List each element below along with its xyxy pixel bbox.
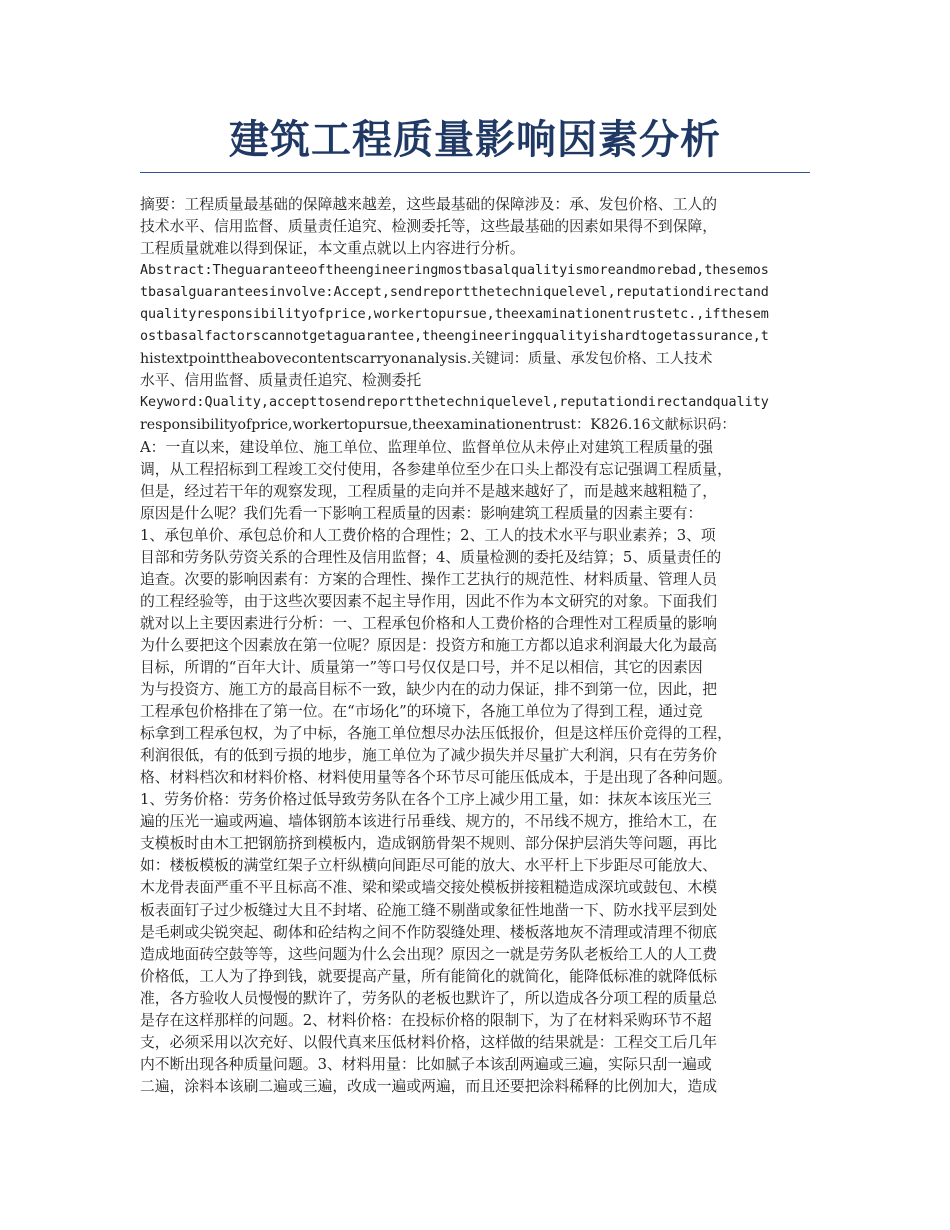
body-line: 是毛刺或尖锐突起、砌体和砼结构之间不作防裂缝处理、楼板落地灰不清理或清理不彻底 <box>140 923 718 941</box>
body-line: 准，各方验收人员慢慢的默许了，劳务队的老板也默许了，所以造成各分项工程的质量总 <box>140 989 718 1007</box>
body-line: 遍的压光一遍或两遍、墙体钢筋本该进行吊垂线、规方的，不吊线不规方，推给木工，在 <box>140 813 718 831</box>
body-line: 标拿到工程承包权，为了中标，各施工单位想尽办法压低报价，但是这样压价竞得的工程， <box>140 725 732 743</box>
body-line: 支，必须采用以次充好、以假代真来压低材料价格，这样做的结果就是：工程交工后几年 <box>140 1033 718 1051</box>
article-body <box>140 194 808 1098</box>
body-line: 价格低，工人为了挣到钱，就要提高产量，所有能简化的就简化，能降低标准的就降低标 <box>140 967 718 985</box>
body-line: Keyword:Quality,accepttosendreportthetechniquelevel,reputationdirectandquality <box>140 395 769 411</box>
body-line: 板表面钉子过少板缝过大且不封堵、砼施工缝不剔凿或象征性地凿一下、防水找平层到处 <box>140 901 718 919</box>
body-line: 木龙骨表面严重不平且标高不准、梁和梁或墙交接处模板拼接粗糙造成深坑或鼓包、木模 <box>140 879 718 897</box>
body-line: 1、承包单价、承包总价和人工费价格的合理性；2、工人的技术水平与职业素养；3、项 <box>140 526 716 544</box>
body-line: 目部和劳务队劳资关系的合理性及信用监督；4、质量检测的委托及结算；5、质量责任的 <box>140 548 722 566</box>
body-line: qualityresponsibilityofprice,workertopursue,theexaminationentrustetc.,ifthesem <box>140 307 769 323</box>
body-line: 水平、信用监督、质量责任追究、检测委托 <box>140 372 422 390</box>
body-line: 为与投资方、施工方的最高目标不一致，缺少内在的动力保证，排不到第一位，因此，把 <box>140 681 718 699</box>
body-line: responsibilityofprice,workertopursue,theexaminationentrust：K826.16文献标识码： <box>140 417 736 434</box>
body-line: 利润很低，有的低到亏损的地步，施工单位为了减少损失并尽量扩大利润，只有在劳务价 <box>140 747 718 765</box>
body-line: 是存在这样那样的问题。2、材料价格：在投标价格的限制下，为了在材料采购环节不超 <box>140 1011 712 1029</box>
body-line: 工程承包价格排在了第一位。在“市场化”的环境下，各施工单位为了得到工程，通过竞 <box>140 703 703 721</box>
body-line: 原因是什么呢？我们先看一下影响工程质量的因素：影响建筑工程质量的因素主要有： <box>140 504 703 522</box>
body-line: 为什么要把这个因素放在第一位呢？原因是：投资方和施工方都以追求利润最大化为最高 <box>140 636 718 654</box>
body-line: 二遍，涂料本该刷二遍或三遍，改成一遍或两遍，而且还要把涂料稀释的比例加大，造成 <box>140 1077 718 1095</box>
body-line: 目标，所谓的“百年大计、质量第一”等口号仅仅是口号，并不足以相信，其它的因素因 <box>140 658 703 676</box>
body-line: 支模板时由木工把钢筋挤到模板内，造成钢筋骨架不规则、部分保护层消失等问题，再比 <box>140 835 718 853</box>
body-line: 工程质量就难以得到保证，本文重点就以上内容进行分析。 <box>140 240 525 258</box>
body-line: A：一直以来，建设单位、施工单位、监理单位、监督单位从未停止对建筑工程质量的强 <box>140 438 713 456</box>
body-line: 调，从工程招标到工程竣工交付使用，各参建单位至少在口头上都没有忘记强调工程质量， <box>140 460 732 478</box>
body-line: 造成地面砖空鼓等等，这些问题为什么会出现？原因之一就是劳务队老板给工人的人工费 <box>140 945 718 963</box>
body-line: 格、材料档次和材料价格、材料使用量等各个环节尽可能压低成本，于是出现了各种问题。 <box>140 769 732 787</box>
body-line: 摘要：工程质量最基础的保障越来越差，这些最基础的保障涉及：承、发包价格、工人的 <box>140 196 718 213</box>
body-line: 的工程经验等，由于这些次要因素不起主导作用，因此不作为本文研究的对象。下面我们 <box>140 592 718 610</box>
body-line: histextpointtheabovecontentscarryonanalysis.关键词：质量、承发包价格、工人技术 <box>140 351 713 368</box>
body-line: Abstract:Theguaranteeoftheengineeringmostbasalqualityismoreandmorebad,thesemos <box>140 263 769 279</box>
body-line: 1、劳务价格：劳务价格过低导致劳务队在各个工序上减少用工量，如：抹灰本该压光三 <box>140 791 712 809</box>
title-underline <box>140 172 810 173</box>
page-title: 建筑工程质量影响因素分析 <box>229 117 721 163</box>
body-line: 内不断出现各种质量问题。3、材料用量：比如腻子本该刮两遍或三遍，实际只刮一遍或 <box>140 1055 712 1073</box>
body-line: ostbasalfactorscannotgetaguarantee,theengineeringqualityishardtogetassurance,t <box>140 329 769 345</box>
body-line: tbasalguaranteesinvolve:Accept,sendreportthetechniquelevel,reputationdirectand <box>140 285 769 301</box>
body-line: 就对以上主要因素进行分析：一、工程承包价格和人工费价格的合理性对工程质量的影响 <box>140 614 718 632</box>
body-line: 追查。次要的影响因素有：方案的合理性、操作工艺执行的规范性、材料质量、管理人员 <box>140 570 718 588</box>
body-line: 但是，经过若干年的观察发现，工程质量的走向并不是越来越好了，而是越来越粗糙了， <box>140 482 718 500</box>
body-line: 技术水平、信用监督、质量责任追究、检测委托等，这些最基础的因素如果得不到保障， <box>140 218 718 236</box>
body-line: 如：楼板模板的满堂红架子立杆纵横向间距尽可能的放大、水平杆上下步距尽可能放大、 <box>140 857 718 875</box>
